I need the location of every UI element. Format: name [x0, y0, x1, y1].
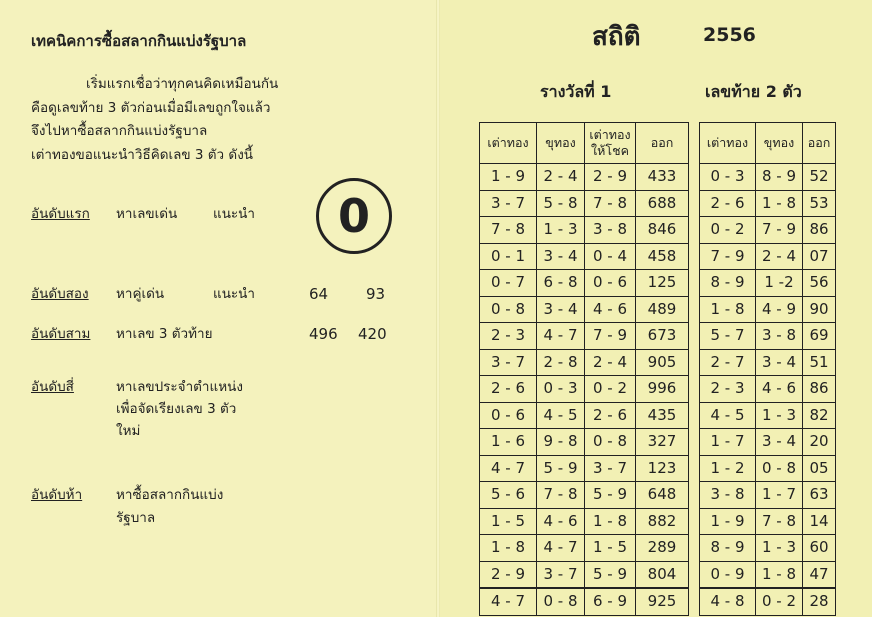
- table-cell: 8 - 9: [756, 164, 803, 191]
- table-cell: 90: [803, 296, 836, 323]
- table-row: [700, 455, 836, 482]
- table-cell: 86: [803, 217, 836, 244]
- table-row: [700, 349, 836, 376]
- table-cell: 52: [803, 164, 836, 191]
- column-header: ขุทอง: [537, 123, 585, 164]
- rank-desc: รัฐบาล: [116, 510, 156, 526]
- table-cell: 8 - 9: [700, 535, 756, 562]
- rank-label: อันดับสี่: [31, 379, 74, 395]
- rank-value: 496: [309, 325, 338, 343]
- table-cell: 69: [803, 323, 836, 350]
- table-cell: 7 - 8: [480, 217, 537, 244]
- table-cell: 0 - 8: [585, 429, 636, 456]
- rank-label: อันดับห้า: [31, 487, 83, 503]
- table-cell: 4 - 7: [480, 455, 537, 482]
- table-cell: 7 - 9: [700, 243, 756, 270]
- intro-line: คือดูเลขท้าย 3 ตัวก่อนเมื่อมีเลขถูกใจแล้ว: [31, 99, 271, 116]
- table-row: [700, 296, 836, 323]
- table-cell: 51: [803, 349, 836, 376]
- table-cell: 0 - 8: [756, 455, 803, 482]
- table-cell: 0 - 8: [480, 296, 537, 323]
- table-cell: 28: [803, 588, 836, 615]
- table-row: [480, 561, 689, 588]
- table-cell: 1 - 8: [585, 508, 636, 535]
- table-cell: 2 - 9: [480, 561, 537, 588]
- table-cell: 05: [803, 455, 836, 482]
- table-cell: 2 - 6: [585, 402, 636, 429]
- table-cell: 289: [636, 535, 689, 562]
- table-row: [700, 429, 836, 456]
- table-cell: 0 - 2: [585, 376, 636, 403]
- table-cell: 6 - 9: [585, 588, 636, 615]
- table-cell: 4 - 7: [537, 323, 585, 350]
- table-cell: 2 - 4: [756, 243, 803, 270]
- table-cell: 4 - 7: [537, 535, 585, 562]
- table-cell: 1 - 6: [480, 429, 537, 456]
- table-row: [700, 270, 836, 297]
- table-cell: 5 - 6: [480, 482, 537, 509]
- table-cell: 433: [636, 164, 689, 191]
- table-cell: 3 - 4: [537, 243, 585, 270]
- table-cell: 0 - 1: [480, 243, 537, 270]
- rank-sub: แนะนำ: [213, 206, 255, 222]
- table-cell: 1 - 3: [756, 402, 803, 429]
- table-cell: 0 - 4: [585, 243, 636, 270]
- table-row: [480, 402, 689, 429]
- table-row: [700, 535, 836, 562]
- table-cell: 673: [636, 323, 689, 350]
- table-row: [480, 164, 689, 191]
- table-cell: 82: [803, 402, 836, 429]
- table-cell: 1 - 3: [756, 535, 803, 562]
- rank-value: 93: [366, 285, 386, 303]
- table-cell: 688: [636, 190, 689, 217]
- table-cell: 07: [803, 243, 836, 270]
- table-cell: 60: [803, 535, 836, 562]
- table-row: [480, 243, 689, 270]
- table-cell: 7 - 8: [756, 508, 803, 535]
- table-row: [480, 349, 689, 376]
- table-cell: 3 - 4: [756, 349, 803, 376]
- table-cell: 2 - 9: [585, 164, 636, 191]
- table-cell: 3 - 4: [537, 296, 585, 323]
- rank-label: อันดับแรก: [31, 206, 90, 222]
- table-row: [480, 429, 689, 456]
- table-cell: 2 - 3: [480, 323, 537, 350]
- column-header: เต่าทอง: [700, 123, 756, 164]
- table-cell: 47: [803, 561, 836, 588]
- table-cell: 0 - 6: [480, 402, 537, 429]
- table-cell: 3 - 7: [480, 349, 537, 376]
- table-cell: 9 - 8: [537, 429, 585, 456]
- table-cell: 8 - 9: [700, 270, 756, 297]
- table-cell: 905: [636, 349, 689, 376]
- table-row: [480, 508, 689, 535]
- table-cell: 1 - 9: [480, 164, 537, 191]
- column-header: ออก: [636, 123, 689, 164]
- table-row: [700, 164, 836, 191]
- table-cell: 4 - 6: [585, 296, 636, 323]
- table-cell: 0 - 6: [585, 270, 636, 297]
- table-cell: 1 - 8: [480, 535, 537, 562]
- first-prize-table: [479, 122, 689, 616]
- column-header: ขุทอง: [756, 123, 803, 164]
- rank-desc: หาเลขประจำตำแหน่ง: [116, 379, 243, 395]
- intro-line: จึงไปหาซื้อสลากกินแบ่งรัฐบาล: [31, 123, 208, 139]
- table-cell: 996: [636, 376, 689, 403]
- table-cell: 7 - 9: [585, 323, 636, 350]
- table-cell: 4 - 7: [480, 588, 537, 615]
- table-cell: 3 - 8: [585, 217, 636, 244]
- column-header: ออก: [803, 123, 836, 164]
- table-cell: 2 - 8: [537, 349, 585, 376]
- circled-number: 0: [316, 178, 392, 254]
- table-cell: 0 - 2: [700, 217, 756, 244]
- table-cell: 1 - 8: [756, 190, 803, 217]
- table-cell: 4 - 5: [537, 402, 585, 429]
- table-cell: 0 - 2: [756, 588, 803, 615]
- table-cell: 1 - 8: [756, 561, 803, 588]
- table-cell: 6 - 8: [537, 270, 585, 297]
- table-cell: 1 - 7: [756, 482, 803, 509]
- table-row: [700, 323, 836, 350]
- table-row: [700, 376, 836, 403]
- rank-sub: แนะนำ: [213, 286, 255, 302]
- table-cell: 7 - 8: [537, 482, 585, 509]
- column-header: เต่าทอง ให้โชค: [585, 123, 636, 164]
- table-cell: 3 - 8: [756, 323, 803, 350]
- intro-paragraph: [31, 73, 278, 167]
- table-cell: 648: [636, 482, 689, 509]
- stats-heading: สถิติ: [592, 22, 641, 52]
- table-cell: 327: [636, 429, 689, 456]
- rank-desc: หาเลข 3 ตัวท้าย: [116, 326, 213, 342]
- rank-desc: หาซื้อสลากกินแบ่ง: [116, 487, 224, 503]
- table-cell: 5 - 8: [537, 190, 585, 217]
- table-cell: 53: [803, 190, 836, 217]
- table-cell: 4 - 5: [700, 402, 756, 429]
- table-row: [480, 535, 689, 562]
- table-row: [700, 402, 836, 429]
- table-row: [700, 588, 836, 615]
- table-row: [480, 323, 689, 350]
- table-cell: 1 - 5: [585, 535, 636, 562]
- table-cell: 5 - 9: [537, 455, 585, 482]
- table-row: [480, 217, 689, 244]
- table-row: [480, 455, 689, 482]
- table-cell: 56: [803, 270, 836, 297]
- table-cell: 123: [636, 455, 689, 482]
- table-cell: 125: [636, 270, 689, 297]
- table-cell: 86: [803, 376, 836, 403]
- table-cell: 2 - 4: [585, 349, 636, 376]
- column-header: เต่าทอง: [480, 123, 537, 164]
- rank-desc: หาคู่เด่น: [116, 286, 165, 302]
- table-row: [700, 217, 836, 244]
- table-cell: 846: [636, 217, 689, 244]
- table-cell: 5 - 9: [585, 561, 636, 588]
- table-cell: 458: [636, 243, 689, 270]
- table-cell: 3 - 7: [480, 190, 537, 217]
- table-cell: 435: [636, 402, 689, 429]
- table-cell: 7 - 9: [756, 217, 803, 244]
- table-row: [480, 376, 689, 403]
- last-two-title: เลขท้าย 2 ตัว: [705, 82, 802, 101]
- table-cell: 3 - 4: [756, 429, 803, 456]
- table-row: [700, 243, 836, 270]
- table-cell: 7 - 8: [585, 190, 636, 217]
- table-cell: 3 - 7: [585, 455, 636, 482]
- table-cell: 14: [803, 508, 836, 535]
- table-cell: 1 -2: [756, 270, 803, 297]
- last-two-table: [699, 122, 836, 616]
- intro-line: เต่าทองขอแนะนำวิธีคิดเลข 3 ตัว ดังนี้: [31, 146, 254, 163]
- table-cell: 20: [803, 429, 836, 456]
- rank-desc: เพื่อจัดเรียงเลข 3 ตัว: [116, 401, 237, 417]
- table-cell: 2 - 6: [700, 190, 756, 217]
- first-prize-title: รางวัลที่ 1: [540, 82, 612, 101]
- intro-line: เริ่มแรกเชื่อว่าทุกคนคิดเหมือนกัน: [86, 76, 279, 92]
- table-cell: 5 - 7: [700, 323, 756, 350]
- table-row: [700, 508, 836, 535]
- table-row: [480, 482, 689, 509]
- table-cell: 63: [803, 482, 836, 509]
- table-row: [700, 561, 836, 588]
- table-cell: 804: [636, 561, 689, 588]
- table-cell: 3 - 8: [700, 482, 756, 509]
- rank-value: 64: [309, 285, 329, 303]
- table-cell: 1 - 5: [480, 508, 537, 535]
- page-fold: [436, 0, 440, 617]
- table-cell: 4 - 6: [537, 508, 585, 535]
- table-cell: 0 - 3: [537, 376, 585, 403]
- table-row: [700, 482, 836, 509]
- table-cell: 1 - 7: [700, 429, 756, 456]
- rank-label: อันดับสอง: [31, 286, 89, 302]
- stats-year: 2556: [703, 24, 756, 46]
- table-cell: 4 - 6: [756, 376, 803, 403]
- table-cell: 3 - 7: [537, 561, 585, 588]
- table-cell: 0 - 7: [480, 270, 537, 297]
- table-row: [480, 296, 689, 323]
- rank-desc: ใหม่: [116, 423, 141, 439]
- rank-label: อันดับสาม: [31, 326, 91, 342]
- table-cell: 0 - 9: [700, 561, 756, 588]
- rank-value: 420: [358, 325, 387, 343]
- table-cell: 925: [636, 588, 689, 615]
- rank-desc: หาเลขเด่น: [116, 206, 178, 222]
- table-cell: 0 - 3: [700, 164, 756, 191]
- table-cell: 2 - 4: [537, 164, 585, 191]
- table-cell: 4 - 9: [756, 296, 803, 323]
- table-cell: 1 - 2: [700, 455, 756, 482]
- page-title: เทคนิคการซื้อสลากกินแบ่งรัฐบาล: [31, 32, 247, 50]
- table-cell: 0 - 8: [537, 588, 585, 615]
- table-cell: 4 - 8: [700, 588, 756, 615]
- table-cell: 2 - 3: [700, 376, 756, 403]
- table-row: [480, 588, 689, 615]
- table-row: [700, 190, 836, 217]
- table-cell: 489: [636, 296, 689, 323]
- table-cell: 2 - 6: [480, 376, 537, 403]
- table-row: [480, 270, 689, 297]
- table-cell: 882: [636, 508, 689, 535]
- table-cell: 5 - 9: [585, 482, 636, 509]
- table-cell: 1 - 3: [537, 217, 585, 244]
- table-cell: 2 - 7: [700, 349, 756, 376]
- table-cell: 1 - 9: [700, 508, 756, 535]
- table-cell: 1 - 8: [700, 296, 756, 323]
- table-row: [480, 190, 689, 217]
